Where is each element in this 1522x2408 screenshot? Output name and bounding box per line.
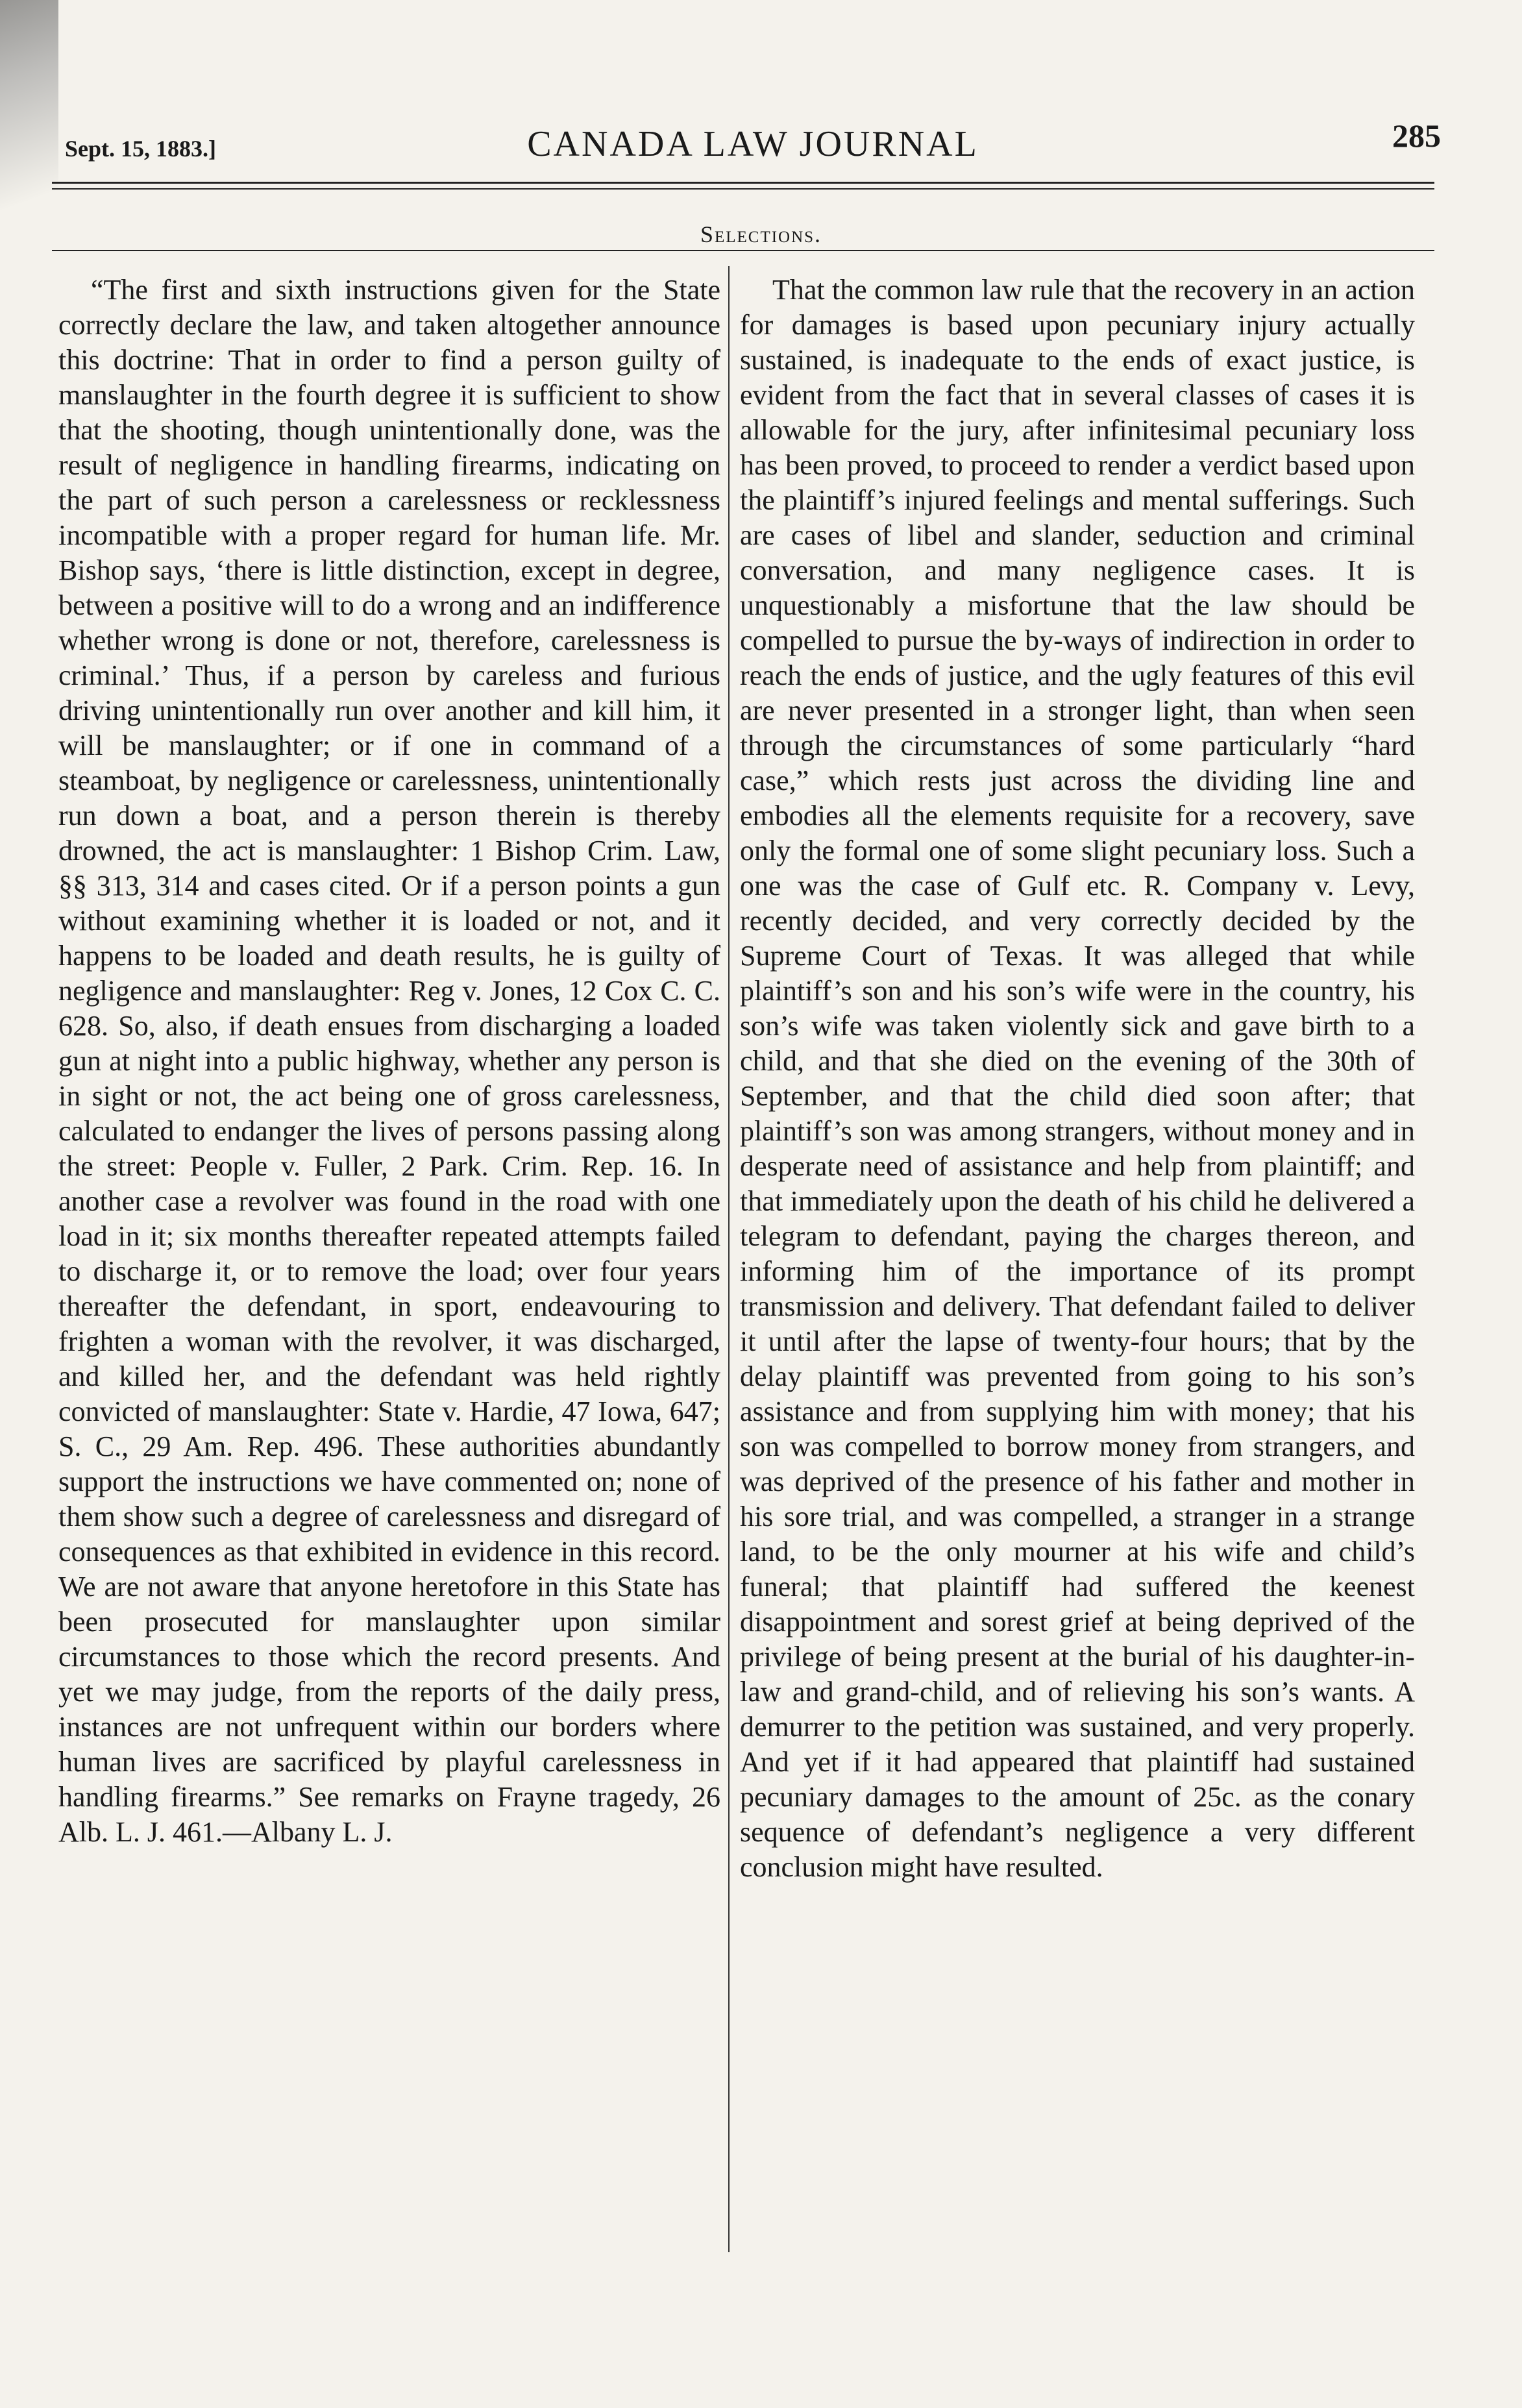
page-number: 285: [1392, 117, 1441, 154]
right-column-text: That the common law rule that the recovery in an action for damages is based upon pecuniary injury actually sustained, is inadequate to the ends of exact justice, is evident from the fact that in several classes of cases it is allowable for the jury, after infinitesimal pecuniary loss has been proved, to proceed to render a verdict based upon the plaintiff’s injured feelings and mental sufferings. Such are cases of libel and slander, seduction and criminal conversation, and many negligence cases. It is unquestionably a misfortune that the law should be compelled to pursue the by-ways of indirection in order to reach the ends of justice, and the ugly features of this evil are never presented in a stronger light, than when seen through the circumstances of some particularly “hard case,” which rests just across the dividing line and embodies all the elements requisite for a recovery, save only the formal one of some slight pecuniary loss. Such a one was the case of Gulf etc. R. Company v. Levy, recently decided, and very correctly decided by the Supreme Court of Texas. It was alleged that while plaintiff’s son and his son’s wife were in the country, his son’s wife was taken violently sick and gave birth to a child, and that she died on the evening of the 30th of September, and that the child died soon after; that plaintiff’s son was among strangers, without money and in desperate need of assistance and help from plaintiff; and that immediately upon the death of his child he delivered a telegram to defendant, paying the charges thereon, and informing him of the importance of its prompt transmission and delivery. That defendant failed to deliver it until after the lapse of twenty-four hours; that by the delay plaintiff was prevented from going to his son’s assistance and from supplying him with money; that his son was compelled to borrow money from strangers, and was deprived of the presence of his father and mother in his sore trial, and was compelled, a stranger in a strange land, to be the only mourner at his wife and child’s funeral; that plaintiff had suffered the keenest disappointment and sorest grief at being deprived of the privilege of being present at the burial of his daughter-in-law and grand-child, and of relieving his son’s wants. A demurrer to the petition was sustained, and very properly. And yet if it had appeared that plaintiff had sustained pecuniary damages to the amount of 25c. as the conary sequence of defendant’s negligence a very different conclusion might have resulted.: [740, 274, 1415, 1883]
section-heading: Selections.: [700, 221, 822, 247]
header-rule-bottom: [52, 188, 1434, 190]
header-rule-top: [52, 182, 1434, 184]
section-rule: [52, 250, 1434, 251]
column-divider: [728, 266, 730, 2252]
right-column: [740, 273, 1415, 1885]
running-header: [65, 117, 1441, 182]
scan-edge-mark: [0, 0, 58, 214]
left-column: [58, 273, 720, 1850]
issue-date: Sept. 15, 1883.]: [65, 136, 216, 162]
left-column-text: “The first and sixth instructions given for the State correctly declare the law, and taken altogether announce this doctrine: That in order to find a person guilty of manslaughter in the fourth degree it is sufficient to show that the shooting, though unintentionally done, was the result of negligence in handling firearms, indicating on the part of such person a carelessness or recklessness incompatible with a proper regard for human life. Mr. Bishop says, ‘there is little distinction, except in degree, between a positive will to do a wrong and an indifference whether wrong is done or not, therefore, carelessness is criminal.’ Thus, if a person by careless and furious driving unintentionally run over another and kill him, it will be manslaughter; or if one in command of a steamboat, by negligence or carelessness, unintentionally run down a boat, and a person therein is thereby drowned, the act is manslaughter: 1 Bishop Crim. Law, §§ 313, 314 and cases cited. Or if a person points a gun without examining whether it is loaded or not, and it happens to be loaded and death results, he is guilty of negligence and manslaughter: Reg v. Jones, 12 Cox C. C. 628. So, also, if death ensues from discharging a loaded gun at night into a public highway, whether any person is in sight or not, the act being one of gross carelessness, calculated to endanger the lives of persons passing along the street: People v. Fuller, 2 Park. Crim. Rep. 16. In another case a revolver was found in the road with one load in it; six months thereafter repeated attempts failed to discharge it, or to remove the load; over four years thereafter the defendant, in sport, endeavouring to frighten a woman with the revolver, it was discharged, and killed her, and the defendant was held rightly convicted of manslaughter: State v. Hardie, 47 Iowa, 647; S. C., 29 Am. Rep. 496. These authorities abundantly support the instructions we have commented on; none of them show such a degree of carelessness and disregard of consequences as that exhibited in evidence in this record. We are not aware that anyone heretofore in this State has been prosecuted for manslaughter upon similar circumstances to those which the record presents. And yet we may judge, from the reports of the daily press, instances are not unfrequent within our borders where human lives are sacrificed by playful carelessness in handling firearms.” See remarks on Frayne tragedy, 26 Alb. L. J. 461.—Albany L. J.: [58, 274, 720, 1848]
journal-title: CANADA LAW JOURNAL: [527, 124, 979, 164]
